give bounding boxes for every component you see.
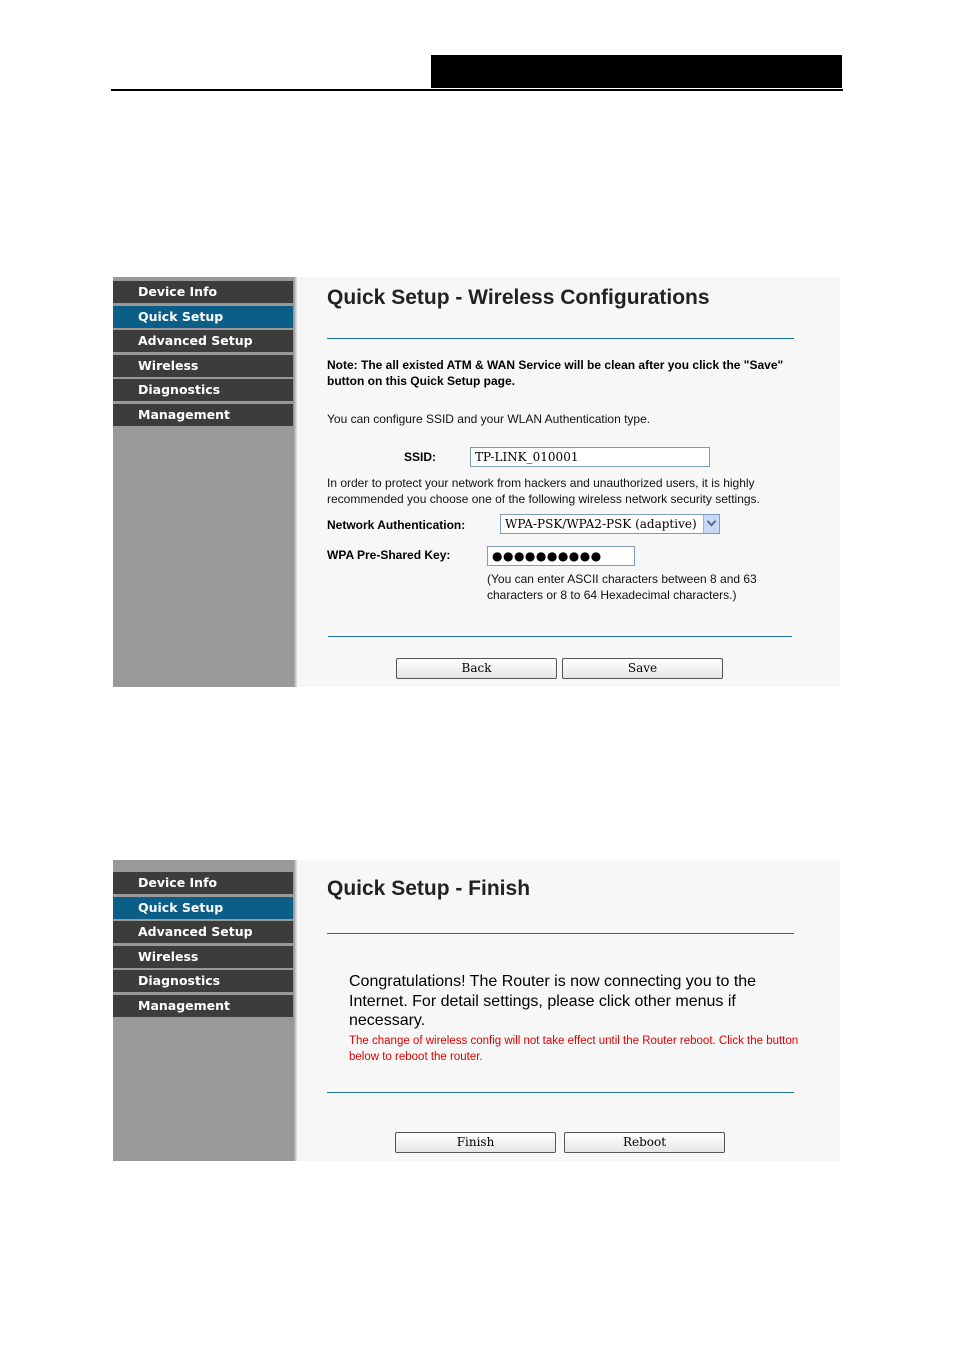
- security-recommendation: In order to protect your network from hackers and unauthorized users, it is highly recommended you choose one of the following wireless network security settings.: [327, 476, 760, 506]
- sidebar-item-quick-setup[interactable]: Quick Setup: [113, 897, 293, 919]
- psk-label: WPA Pre-Shared Key:: [327, 548, 451, 562]
- ssid-label: SSID:: [404, 450, 437, 464]
- title-divider: [327, 338, 794, 339]
- congratulations-message: Congratulations! The Router is now connecting you to the Internet. For detail settings, please click other menus if necessary.: [349, 973, 757, 1029]
- chevron-down-icon[interactable]: [703, 515, 719, 533]
- psk-hint: (You can enter ASCII characters between 8 and 63 characters or 8 to 64 Hexadecimal characters.): [487, 572, 757, 602]
- network-auth-select[interactable]: [500, 514, 720, 534]
- wireless-content: [327, 277, 840, 687]
- sidebar-menu: [113, 872, 293, 1019]
- network-auth-label: Network Authentication:: [327, 518, 466, 532]
- bottom-divider: [327, 1092, 794, 1093]
- ssid-input[interactable]: TP-LINK_010001: [470, 447, 710, 467]
- header-rule: [111, 89, 843, 91]
- save-button[interactable]: Save: [562, 658, 723, 679]
- bottom-divider: [328, 636, 792, 637]
- sidebar-item-advanced-setup[interactable]: Advanced Setup: [113, 921, 293, 943]
- sidebar-item-management[interactable]: Management: [113, 995, 293, 1017]
- sidebar-item-wireless[interactable]: Wireless: [113, 355, 293, 377]
- sidebar-item-device-info[interactable]: Device Info: [113, 281, 293, 303]
- page-title: Quick Setup - Wireless Configurations: [327, 286, 710, 309]
- sidebar-menu: [113, 281, 293, 428]
- sidebar: [113, 860, 293, 1161]
- sidebar: [113, 277, 293, 687]
- header-black-bar: [431, 55, 842, 88]
- wireless-config-screenshot: [113, 277, 840, 687]
- sidebar-item-wireless[interactable]: Wireless: [113, 946, 293, 968]
- title-divider: [327, 933, 794, 934]
- finish-content: [327, 860, 840, 1161]
- sidebar-item-management[interactable]: Management: [113, 404, 293, 426]
- save-note: Note: The all existed ATM & WAN Service will be clean after you click the "Save" button on this Quick Setup page.: [327, 358, 784, 388]
- sidebar-divider: [293, 277, 298, 687]
- reboot-button[interactable]: Reboot: [564, 1132, 725, 1153]
- finish-screenshot: [113, 860, 840, 1161]
- psk-input[interactable]: ●●●●●●●●●●: [487, 546, 635, 566]
- page-title: Quick Setup - Finish: [327, 877, 531, 900]
- reboot-warning: The change of wireless config will not take effect until the Router reboot. Click the button below to reboot the router.: [349, 1035, 799, 1063]
- sidebar-item-diagnostics[interactable]: Diagnostics: [113, 970, 293, 992]
- sidebar-divider: [293, 860, 298, 1161]
- sidebar-item-device-info[interactable]: Device Info: [113, 872, 293, 894]
- intro-text: You can configure SSID and your WLAN Authentication type.: [327, 412, 651, 426]
- sidebar-item-quick-setup[interactable]: Quick Setup: [113, 306, 293, 328]
- sidebar-item-diagnostics[interactable]: Diagnostics: [113, 379, 293, 401]
- network-auth-value: WPA-PSK/WPA2-PSK (adaptive): [505, 517, 697, 531]
- finish-button[interactable]: Finish: [395, 1132, 556, 1153]
- sidebar-item-advanced-setup[interactable]: Advanced Setup: [113, 330, 293, 352]
- back-button[interactable]: Back: [396, 658, 557, 679]
